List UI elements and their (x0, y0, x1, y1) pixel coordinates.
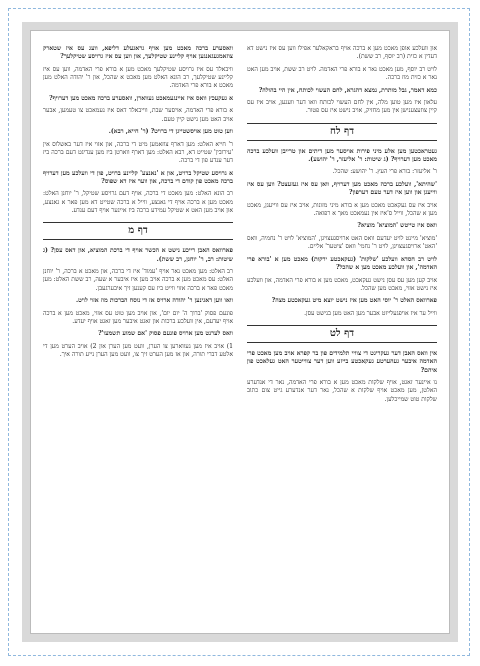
daf-heading: דף לח (247, 123, 437, 141)
question-text: וואס לערנט מען ארויס פונעם פסוק 'אם שמוע תשמעו'? (98, 330, 233, 338)
question-text: כמא דאמר, גבל מותרת, נמצא דהגרא, לחם העשוי לכותח, אין היי בהולה? (258, 86, 437, 94)
daf-heading: דף לט (247, 325, 437, 343)
answer-text: א בורא פרי האדמה, אויסער שבת, ווייבאלד דאס איז נעמאכט צו טעמען, אבער אויב האט מען נישט קיין טעם. (43, 107, 233, 123)
answer-text: לויט רב יוסף, מען מאכט נאר א בורא פרי האדמה. לויט רב ששת, אויב מען האט נאר א כזית מוז ברכה. (247, 65, 437, 82)
question-text: געטראכטען מען אלע מיני פירות אויסער מען דיתים און טרייבן וועלכע ברכה מאכט מען דערויף? (ג שיטות: ר' אליעזר, ר' יהושע). (247, 147, 437, 163)
right-column (247, 45, 437, 623)
answer-text: ר' אליעזר: בורא פרי העץ. ר' יהושע: שהכל. (332, 168, 437, 176)
answer-text: רב הונא האלט: מען מאכט די ברכה, אויף דעם גרויסע שטיקל, ר' יוחנן האלט: מאכט מען א ברכה אויף די גאנצע, ווייל א ברכה שטייט דא מען פאר א גאנצע, און אויב מען האט א שטיקל עמידע ברכה ביז איינער אויף דעם ענדע. (43, 190, 233, 215)
question-text: וואסערע ברכה מאכט מען אויף גראגעלע דליפא, וועג עס איז שטארק צוזאמגעגאנגען אויף קליינע שטיקלעך, און ווען עס איז גרויסע שטיקלעך? (43, 45, 233, 61)
question-text: 'שהיתא', וועלכע ברכה מאכט מען דערויף, וואן עס איז געזעצט? ווען עס איז ווייעגן און ווען איז דער טעם דערפון? (247, 180, 437, 197)
answer-text: 'מוציא' מיינט לויט יעדעם וואס האט ארויסגעצויגן, 'המוציא' לויט ר' נחמיה, וואס 'האט' ארויסגעצויגן, לויט ר' נחמי' וואס 'ציטער' אליים. (247, 234, 437, 251)
question-text: וואס איז טייטש 'המוציא' מוציא? (357, 222, 437, 230)
document-sheet (22, 22, 458, 642)
question-text: א גרויסע שטיקל ברויט, און א 'נאנצע' קליינע ברויט, פון די וועלכע מען דערויף ברכה מאכט פון קודם די ברכה, און ווער איז דא שפוס? (43, 169, 233, 185)
left-column (43, 45, 233, 623)
question-text: לויט רב חסדא וועלכע 'שלקות' (געקאכטע ירקות) מאכט מען א 'בורא פרי האדמה', און וועלכע מאכט מען א שהכל? (247, 255, 437, 272)
answer-text: ווייל ער איז אויפגעלייזט אבער מען האט מען בנישט עסן. (304, 309, 437, 317)
answer-text: אויב קען מען עס עסן נישט געקאכט, מאכט מען א בורא פרי האדמה, און וועלכע איז נישט אזוי, מאכט מען שהכל. (247, 276, 437, 292)
answer-text: וויבאלד עס איז גרויסע שטיקלעך מאכט מען א בורא פרי האדמה, ווען עס איז קליינע שטיקלעך, רב הונא האלט מען מאכט א שהכל, און ר' יהודה האלט מען מאכט א בורא פרי האדמה. (43, 65, 233, 90)
answer-text: רב האלט: מען מאכט נאר אויף 'עמוד' איז די ברכה, און מאכט א ברכה, ר' יוחנן האלט: עס מאכט מען א ברכה אויב מען איז איבער א שעה, רב ששת האלט: מען מאכט פאר א ברכה אזוי ווייט ביז עס קענען זיך איבערגעבן. (43, 268, 233, 292)
answer-text: עלאון איז מען טוען מלה, אין לחם העשוי לכותח וואו דער וועגען, אויב איז עס קיין צוזעצענישן אין מען מחזיק, אויב נישט איז עס פטור. (247, 99, 437, 115)
answer-text: נו איינער זאגט, אויף שלקות מאכט מען א בורא פרי האדמה, נאר די אנדערע האלטן, מען מאכט אויף שלקות א שהכל, נאר דער אנדערע גייט צום כתוב שלקות טוט שמייכלען. (247, 379, 437, 403)
answer-text: אויב איז עס געקאכט מאכט מען א בורא מיני מזונות, אויב איז עס ווייעגן, מאכט מען א שהכל, ווייל ס'איז אין נעמאכט מאך א רפואה. (247, 201, 437, 217)
answer-text: פונעם פסוק 'ברוך ה' יום יום', און אויב מען טוט עס אזוי, מאכט מען א ברכה אויף יעדעם, אין וועלכע ברכות און זאגט איבער מען זאגט אויף יעדע. (43, 309, 233, 325)
question-text: אין וואס האבן דער געקריגט די צוויי תלמידים פון בר קפרא אויב מען מאכט פרי האדמה איבער געהערטע געקאכטע בייזע ווען דער צווייטער האט געלאכט פון איהם? (247, 350, 437, 374)
question-text: א געקעכץ וואס איז איינגעמאכט געווארן, וואסערע ברכה מאכט מען דערויף? (49, 94, 233, 102)
question-text: ווען טוט מען אויסשטייגן די ברויט? (ר' חייא, רבא). (108, 128, 233, 136)
answer-text: ר' חייא האלט: מען דארף צוזאמען מיט די ברכה, און אזוי איז דער באשלוס אין 'עירובין' שטייט דא, רבא האלט: מען דארף ווארטן ביז מען ענדיגט דעם ברכה ביז דער ענדע פון די ברכה. (43, 140, 233, 165)
question-text: וואו ווען דאגינען ר' יהודה ארויס אז די נוסח הברכות מוז אזוי לויט. (76, 297, 233, 305)
document-page (30, 30, 450, 634)
question-text: פארוואס האלט ר' יוסי האט מען איז נישט יוצא מיט געקאכטע מצה? (271, 297, 437, 305)
question-text: און וועלכע אופן מאכט מען א ברכה אויף בראקאלער אפילו ווען עס איז נישט דא דעדין א כזית (רב יוסף, רב ששת). (247, 45, 437, 61)
question-text: פארוואס האבן רייכע נישט א הכשר אויף די ברכת המוציא, און דאס עסן? (ג שיטות: רב, ר' יוחנן, רב ששת). (43, 247, 233, 263)
answer-text: 1) אויב איז מען געווארען צו הערן, וועט מען הערן און 2) אויב הערט מען די אלטע דברי תורה, און אז מען הערט זיך צו, וועט מען הערן נייע תורה איך. (43, 342, 233, 359)
daf-heading: דף מ (43, 222, 233, 240)
